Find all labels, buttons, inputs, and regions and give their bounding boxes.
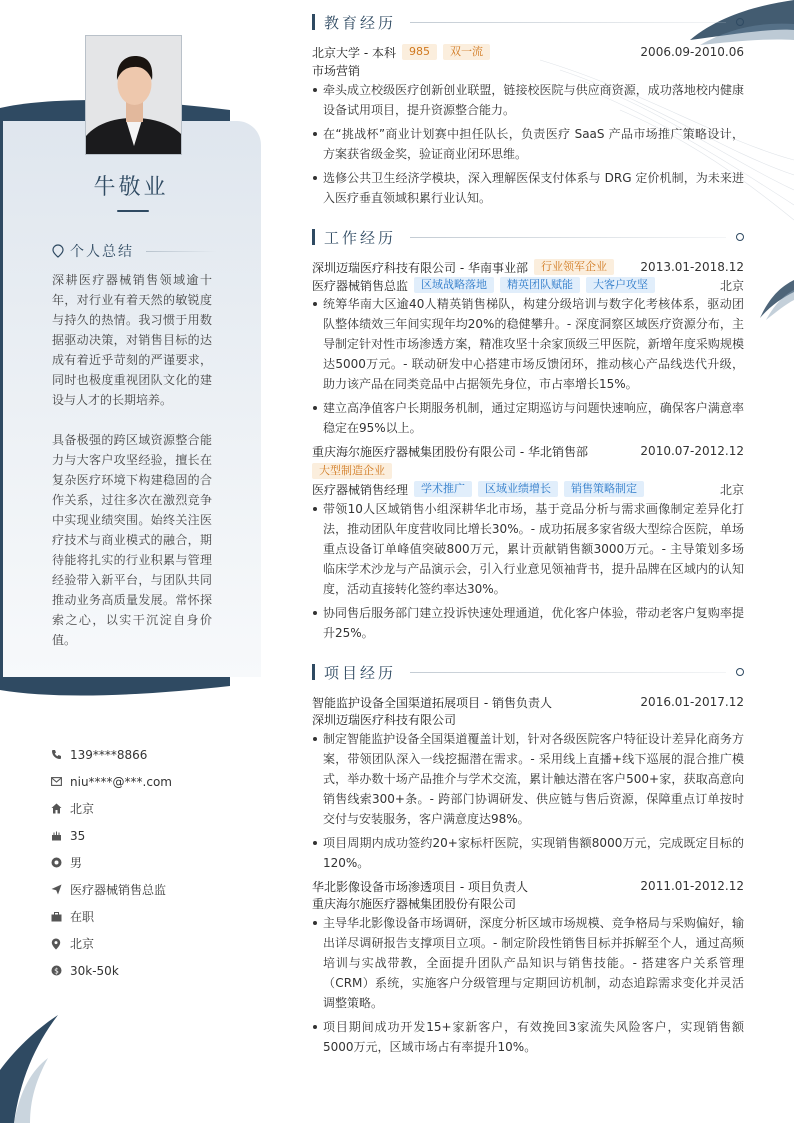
job-city: 北京 [719,482,744,497]
section-bar [312,229,315,245]
education-bullet: 在“挑战杯”商业计划赛中担任队长，负责医疗 SaaS 产品市场推广策略设计，方案获省级金奖，验证商业闭环思维。 [312,124,744,164]
contact-text: 医疗器械销售总监 [70,883,167,897]
job-bullet: 建立高净值客户长期服务机制，通过定期巡访与问题快速响应，确保客户满意率稳定在95%以上。 [312,398,744,438]
school-name: 北京大学 - 本科 [312,45,396,60]
job-header [312,258,744,276]
mail-icon [50,776,62,788]
skill-tag: 销售策略制定 [564,481,644,497]
section-line [410,672,726,673]
send-icon [50,884,62,896]
work-section-header [312,227,744,247]
phone-icon [50,749,62,761]
contact-text: 在职 [70,910,95,924]
summary-section-header [52,241,216,261]
svg-text:$: $ [53,966,59,976]
education-tag: 双一流 [443,44,490,60]
contact-status [50,903,250,930]
cake-icon [50,830,62,842]
contact-text: 139****8866 [70,747,148,762]
contact-text: 北京 [70,937,95,951]
contact-phone [50,741,250,768]
money-icon [50,965,62,977]
contact-location [50,930,250,957]
section-line [410,237,726,238]
company-tag: 大型制造企业 [312,463,392,479]
skill-tag: 精英团队赋能 [500,277,580,293]
section-bar [312,14,315,30]
project-bullet: 主导华北影像设备市场调研，深度分析区域市场规模、竞争格局与采购偏好，输出详尽调研报告支撑项目立项。- 制定阶段性销售目标并拆解至个人，通过高频培训与实战带教，全面提升团队产品知识与销售技能。- 搭建客户关系管理（CRM）系统，实施客户分级管理与定期回访机制，动态追踪需求变化并灵活调整策略。 [312,913,744,1013]
projects-section-header [312,662,744,682]
contact-home [50,795,250,822]
job-position: 医疗器械销售经理 [312,482,409,497]
project-name: 华北影像设备市场渗透项目 - 项目负责人 [312,879,528,894]
ring-icon [736,668,744,676]
project-bullet: 项目周期内成功签约20+家标杆医院，实现销售额8000万元，完成既定目标的120%。 [312,833,744,873]
job-date: 2013.01-2018.12 [640,260,744,274]
ring-icon [736,233,744,241]
section-line [410,22,726,23]
candidate-name: 牛敬业 [93,175,169,200]
education-bullet: 选修公共卫生经济学模块，深入理解医保支付体系与 DRG 定价机制，为未来进入医疗垂直领域积累行业认知。 [312,168,744,208]
education-major: 市场营销 [312,64,361,78]
location-icon [50,938,62,950]
project-date: 2016.01-2017.12 [640,695,744,709]
project-company: 重庆海尔施医疗器械集团股份有限公司 [312,897,517,911]
project-company: 深圳迈瑞医疗科技有限公司 [312,713,457,727]
company-tag: 行业领军企业 [534,259,614,275]
gender-icon [50,857,62,869]
job-bullet: 带领10人区域销售小组深耕华北市场，基于竞品分析与需求画像制定差异化打法，推动团队年度营收同比增长30%。- 成功拓展多家省级大型综合医院，单场重点设备订单峰值突破800万元，累计贡献销售额3000万元。- 主导策划多场临床学术沙龙与产品演示会，引入行业意见领袖背书，提升品牌在区域内的认知度，活动直接转化签约率达30%。 [312,499,744,599]
summary-text [52,270,212,670]
job-position-row [312,276,744,294]
job-bullet: 协同售后服务部门建立投诉快速处理通道，优化客户体验，带动老客户复购率提升25%。 [312,603,744,643]
contact-gender [50,849,250,876]
education-section-header [312,12,744,32]
profile-photo [85,35,182,155]
education-date: 2006.09-2010.06 [640,45,744,59]
summary-paragraph: 深耕医疗器械销售领域逾十年，对行业有着天然的敏锐度与持久的热情。我习惯于用数据驱动决策，对销售目标的达成有着近乎苛刻的严谨要求，同时也极度重视团队文化的建设与人才的长期培养。 [52,273,212,407]
skill-tag: 学术推广 [414,481,472,497]
skill-tag: 大客户攻坚 [586,277,655,293]
project-header [312,877,744,895]
project-bullet: 项目期间成功开发15+家新客户，有效挽回3家流失风险客户，实现销售额5000万元，区域市场占有率提升10%。 [312,1017,744,1057]
contact-email [50,768,250,795]
contact-age [50,822,250,849]
company-name: 深圳迈瑞医疗科技有限公司 - 华南事业部 [312,260,528,275]
briefcase-icon [50,911,62,923]
summary-title-line [146,251,216,252]
education-bullet: 牵头成立校级医疗创新创业联盟，链接校医院与供应商资源，成功落地校内健康设备试用项目，提升资源整合能力。 [312,80,744,120]
job-position: 医疗器械销售总监 [312,278,409,293]
job-position-row [312,480,744,498]
ring-icon [736,18,744,26]
name-underline [117,210,149,212]
job-date: 2010.07-2012.12 [640,444,744,458]
contact-text: 35 [70,828,86,843]
home-icon [50,803,62,815]
contact-text: 30k-50k [70,963,119,978]
contact-text: niu****@***.com [70,774,172,789]
skill-tag: 区域业绩增长 [478,481,558,497]
contact-text: 男 [70,856,83,870]
contact-salary [50,957,250,984]
summary-title: 个人总结 [70,244,134,260]
section-title: 教育经历 [324,13,397,32]
project-name: 智能监护设备全国渠道拓展项目 - 销售负责人 [312,695,552,710]
summary-paragraph: 具备极强的跨区域资源整合能力与大客户攻坚经验，擅长在复杂医疗环境下构建稳固的合作关系，过往多次在激烈竞争中实现业绩突围。始终关注医疗技术与商业模式的融合，期待能将扎实的行业积累与管理经验带入新平台，与团队共同推动业务高质量发展。常怀探索之心，以实干沉淀自身价值。 [52,433,212,647]
location-pin-icon [52,244,64,258]
job-bullet: 统筹华南大区逾40人精英销售梯队，构建分级培训与数字化考核体系，驱动团队整体绩效三年间实现年均20%的稳健攀升。- 深度洞察区域医疗资源分布，主导制定针对性市场渗透方案，精准攻坚十余家顶级三甲医院，新增年度采购规模达5000万元。- 联动研发中心搭建市场反馈闭环，推动核心产品线迭代升级，助力该产品在同类竞品中占据领先身位，市占率增长15%。 [312,294,744,394]
job-header [312,442,744,460]
section-bar [312,664,315,680]
contact-list [50,741,250,984]
contact-text: 北京 [70,802,95,816]
company-name: 重庆海尔施医疗器械集团股份有限公司 - 华北销售部 [312,444,588,459]
project-bullet: 制定智能监护设备全国渠道覆盖计划，针对各级医院客户特征设计差异化商务方案，带领团队深入一线挖掘潜在需求。- 采用线上直播+线下巡展的混合推广模式，举办数十场产品推介与学术交流，累计触达潜在客户500+家，获取高意向销售线索300+条。- 跨部门协调研发、供应链与售后资源，保障重点订单按时交付与安装服务，客户满意度达98%。 [312,729,744,829]
section-title: 项目经历 [324,663,397,682]
project-header [312,693,744,711]
job-city: 北京 [719,278,744,293]
company-tag-row [312,462,744,480]
skill-tag: 区域战略落地 [414,277,494,293]
section-title: 工作经历 [324,228,397,247]
education-entry-header [312,43,744,61]
project-date: 2011.01-2012.12 [640,879,744,893]
contact-position [50,876,250,903]
education-tag: 985 [402,44,437,60]
